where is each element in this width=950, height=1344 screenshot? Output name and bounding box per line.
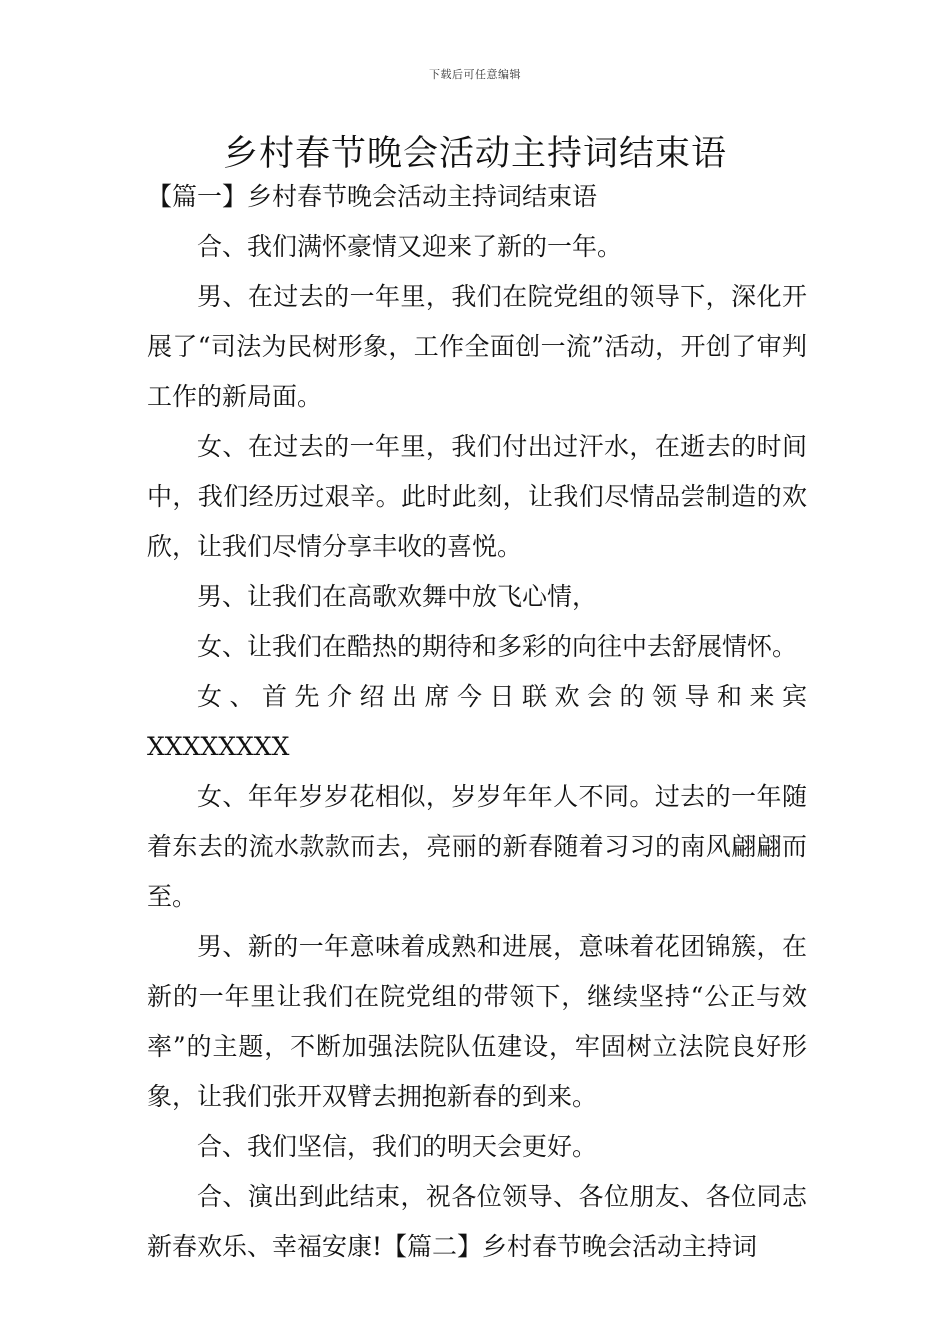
document-body [147,172,807,1272]
paragraph: 男、让我们在高歌欢舞中放飞心情， [197,582,598,611]
paragraph: 合、我们坚信，我们的明天会更好。 [197,1132,598,1161]
paragraph: 女、让我们在酷热的期待和多彩的向往中去舒展情怀。 [197,632,798,661]
paragraph: 男、在过去的一年里，我们在院党组的领导下，深化开展了“司法为民树形象，工作全面创一流”活动，开创了审判工作的新局面。 [147,282,807,411]
paragraph: 女、年年岁岁花相似，岁岁年年人不同。过去的一年随着东去的流水款款而去，亮丽的新春随着习习的南风翩翩而至。 [147,782,807,911]
page-title: 乡村春节晚会活动主持词结束语 [222,134,727,174]
header-note: 下载后可任意编辑 [429,68,521,81]
paragraph: 女、首先介绍出席今日联欢会的领导和来宾XXXXXXXX [147,682,807,761]
paragraph: 女、在过去的一年里，我们付出过汗水，在逝去的时间中，我们经历过艰辛。此时此刻，让我们尽情品尝制造的欢欣，让我们尽情分享丰收的喜悦。 [147,432,807,561]
paragraph: 合、演出到此结束，祝各位领导、各位朋友、各位同志新春欢乐、幸福安康!【篇二】乡村春节晚会活动主持词 [147,1182,807,1261]
paragraph: 合、我们满怀豪情又迎来了新的一年。 [197,232,623,261]
section-heading: 【篇一】乡村春节晚会活动主持词结束语 [147,182,598,211]
paragraph: 男、新的一年意味着成熟和进展，意味着花团锦簇，在新的一年里让我们在院党组的带领下，继续坚持“公正与效率”的主题，不断加强法院队伍建设，牢固树立法院良好形象，让我们张开双臂去拥抱新春的到来。 [147,932,807,1111]
